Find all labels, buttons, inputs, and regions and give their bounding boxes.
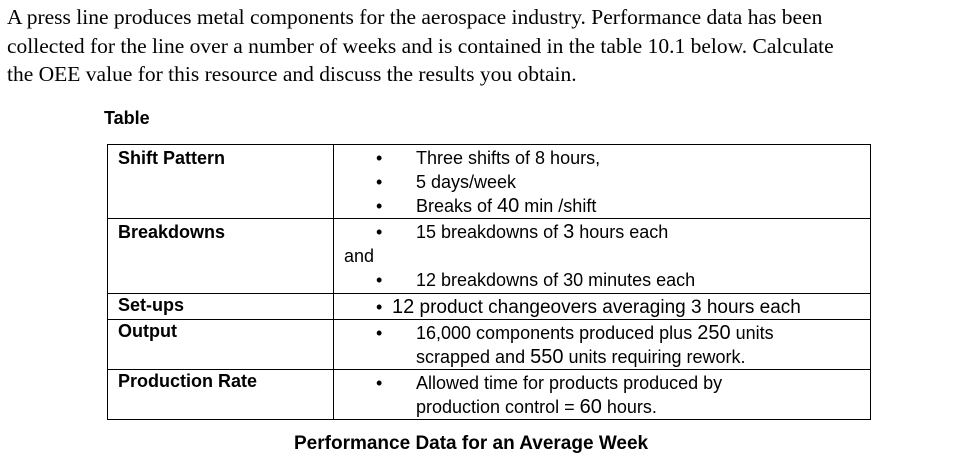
- text-fragment: hours.: [601, 397, 657, 417]
- rework-units-value: 550: [530, 346, 564, 368]
- bullet-icon: •: [376, 196, 383, 216]
- table-row-output: [108, 320, 871, 370]
- problem-line-1: A press line produces metal components for the aerospace industry. Performance data has been: [7, 5, 823, 29]
- bullet-icon: •: [376, 297, 383, 317]
- list-item-text: 5 days/week: [416, 172, 517, 192]
- problem-line-2: collected for the line over a number of weeks and is contained in the table 10.1 below. Calculate: [7, 33, 834, 58]
- row-label-production-rate: Production Rate: [108, 370, 334, 420]
- connector-word: and: [344, 246, 375, 266]
- text-fragment: Breaks of: [416, 196, 498, 216]
- table-row-breakdowns: [108, 219, 871, 294]
- bullet-icon: •: [376, 222, 383, 242]
- allowed-hours-value: 60: [579, 396, 602, 418]
- table-caption: Performance Data for an Average Week: [294, 433, 649, 454]
- row-label-breakdowns: Breakdowns: [108, 219, 334, 294]
- table-row-shift-pattern: [108, 145, 871, 219]
- break-minutes-value: 40: [497, 195, 520, 217]
- list-item: [334, 146, 870, 170]
- list-item: [334, 194, 870, 218]
- breakdown-hours-value: 3: [563, 221, 575, 243]
- list-item-continuation: [334, 395, 870, 419]
- table-row-production-rate: [108, 370, 871, 420]
- list-item-text: Allowed time for products produced by: [416, 373, 723, 393]
- text-fragment: units requiring rework.: [563, 347, 746, 367]
- text-fragment: min /shift: [519, 196, 597, 216]
- row-label-setups: Set-ups: [108, 294, 334, 320]
- bullet-icon: •: [376, 373, 383, 393]
- list-item-text: [416, 220, 668, 244]
- text-fragment: 16,000 components produced plus: [416, 323, 698, 343]
- text-fragment: production control =: [416, 397, 580, 417]
- bullet-icon: •: [376, 270, 383, 290]
- list-item-text: [392, 295, 801, 320]
- list-item-text: 12 breakdowns of 30 minutes each: [416, 270, 696, 290]
- list-item-text: Three shifts of 8 hours,: [416, 148, 601, 168]
- text-fragment: units: [730, 323, 774, 343]
- list-item-text: [416, 395, 657, 419]
- scrapped-units-value: 250: [697, 322, 731, 344]
- bullet-icon: •: [376, 172, 383, 192]
- list-item: [334, 170, 870, 194]
- text-fragment: hours each: [574, 222, 669, 242]
- table-row-setups: [108, 294, 871, 320]
- changeover-count-value: 12: [392, 296, 415, 318]
- bullet-icon: •: [376, 323, 383, 343]
- list-item-text: [416, 194, 596, 218]
- row-content-shift-pattern: [334, 145, 871, 219]
- text-fragment: 15 breakdowns of: [416, 222, 564, 242]
- text-fragment: product changeovers averaging 3 hours each: [414, 297, 801, 318]
- list-item: [334, 220, 870, 244]
- list-item: [334, 371, 870, 395]
- problem-line-3: the OEE value for this resource and discuss the results you obtain.: [7, 62, 577, 86]
- list-item: [334, 268, 870, 292]
- row-label-shift-pattern: Shift Pattern: [108, 145, 334, 219]
- list-item: [334, 321, 870, 345]
- text-fragment: scrapped and: [416, 347, 531, 367]
- row-label-output: Output: [108, 320, 334, 370]
- row-content-production-rate: [334, 370, 871, 420]
- row-content-setups: [334, 294, 871, 320]
- list-item-text: [416, 345, 746, 369]
- row-content-breakdowns: [334, 219, 871, 294]
- bullet-icon: •: [376, 148, 383, 168]
- list-item-continuation: [334, 345, 870, 369]
- list-item-text: [416, 321, 774, 345]
- problem-statement: [7, 3, 952, 89]
- list-item: [334, 295, 870, 319]
- performance-data-table: [107, 144, 871, 420]
- row-content-output: [334, 320, 871, 370]
- table-title: Table: [104, 108, 150, 128]
